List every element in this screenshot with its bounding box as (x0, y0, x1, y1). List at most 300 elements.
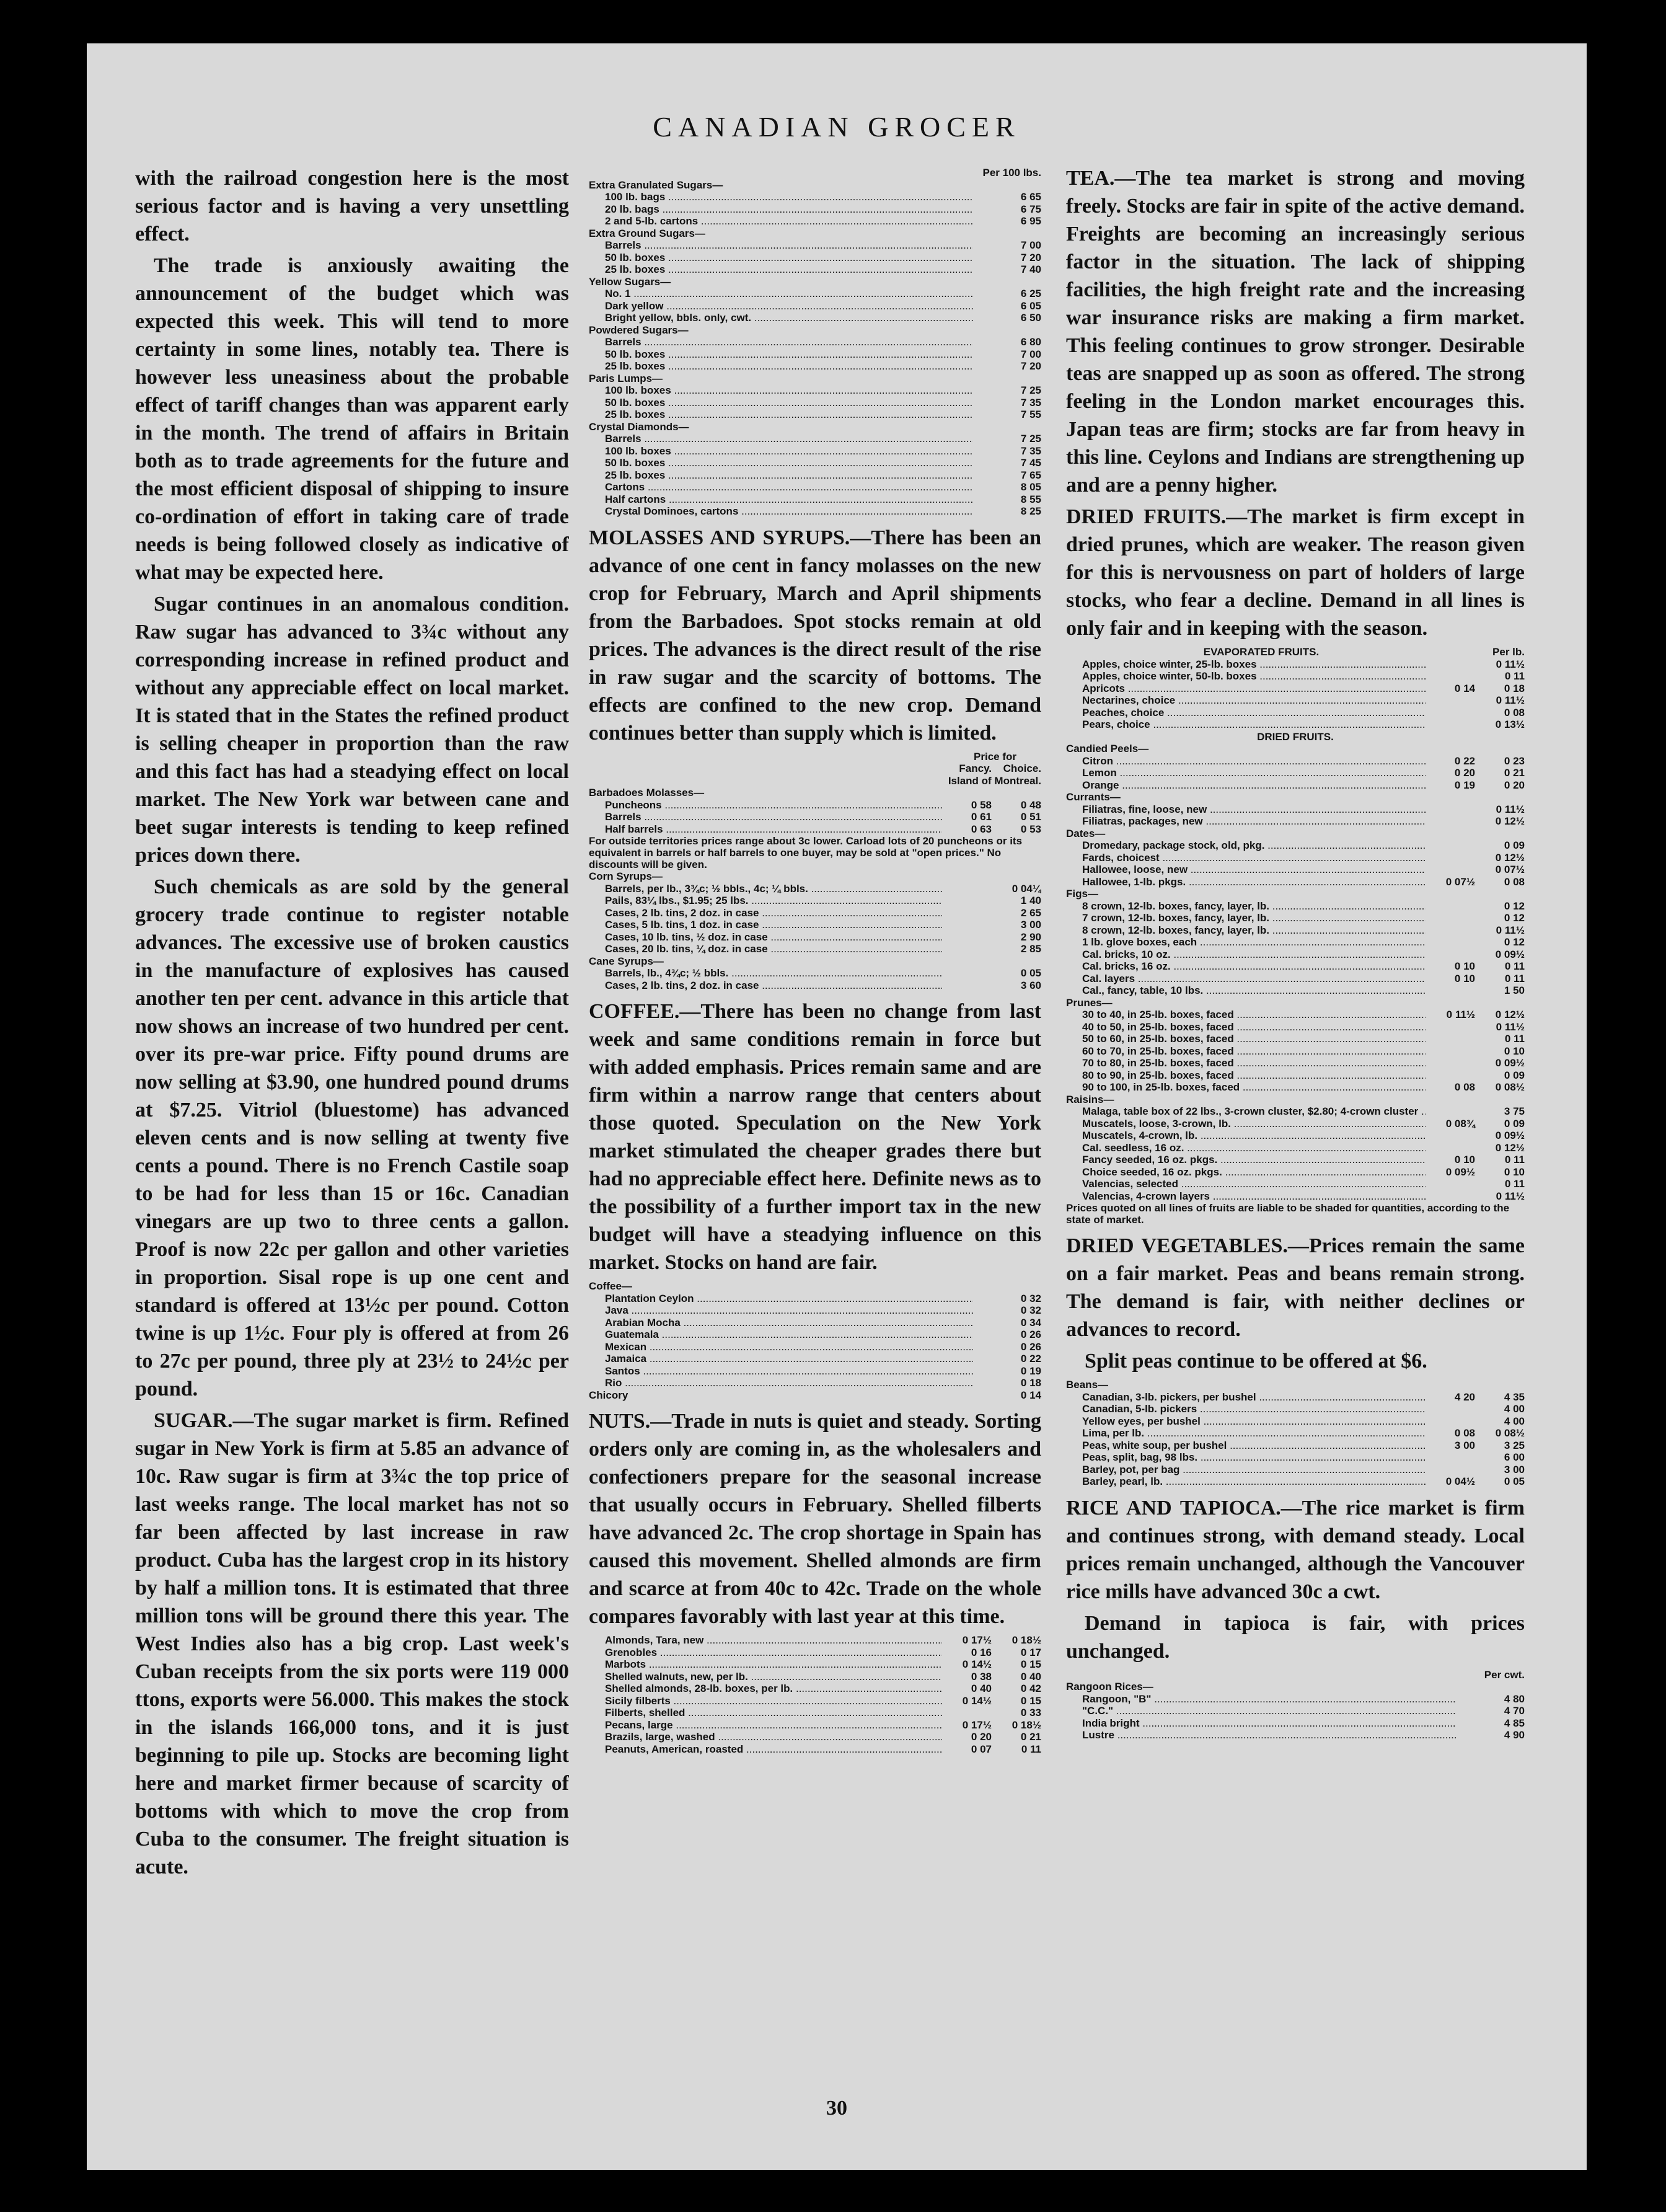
page-number: 30 (826, 2097, 847, 2120)
row-value-high (1475, 888, 1525, 900)
table-note: Prices quoted on all lines of fruits are liable to be shaded for quantities, according to the state of market. (1066, 1202, 1510, 1226)
row-value-low: 4 20 (1454, 1391, 1475, 1403)
split-peas-paragraph: Split peas continue to be offered at $6. (1085, 1350, 1427, 1373)
table-header (589, 775, 1041, 787)
row-label: Apricots ..... (1066, 683, 1426, 695)
row-label: 60 to 70, in 25-lb. boxes, faced ..... (1066, 1045, 1426, 1058)
row-label: Valencias, 4-crown layers ..... (1066, 1190, 1426, 1203)
table-row (589, 384, 1041, 397)
row-value-high (1475, 791, 1525, 803)
row-label: Beans— (1066, 1379, 1109, 1391)
row-label: Crystal Diamonds— (589, 420, 689, 433)
table-row (1066, 960, 1525, 973)
table-row (589, 300, 1041, 312)
row-value: 0 18 (1020, 1377, 1041, 1389)
molasses-paragraph: MOLASSES AND SYRUPS.—There has been an advance of one cent in fancy molasses on the new crop for February, March and April shipments from the Barbadoes. Spot stocks remain at old prices. The advances is the direct result of the rise in raw sugar and the scarcity of bottoms. The effects are confined to the new crop. Demand continues better than supply which is limited. (589, 526, 1041, 745)
row-value-high: 0 11 (1021, 1743, 1041, 1755)
row-value: 7 25 (1020, 433, 1041, 445)
table-header (589, 167, 1041, 179)
row-value-low: 0 11½ (1446, 1009, 1475, 1020)
sugar-price-table (589, 167, 1041, 518)
row-value-low (1426, 1178, 1475, 1190)
row-value-low (942, 955, 992, 968)
subtitle-text: DRIED FRUITS. (1257, 730, 1334, 743)
table-row (1066, 912, 1525, 924)
row-label: Prunes— (1066, 996, 1113, 1009)
row-value-high: 3 00 (1504, 1463, 1525, 1475)
row-value: 0 32 (1020, 1292, 1041, 1304)
row-value-high: 0 08½ (1495, 1427, 1525, 1439)
row-value-high: 0 10 (1504, 1166, 1525, 1178)
row-label: 25 lb. boxes ..... (589, 263, 973, 276)
row-value-high: 3 00 (1020, 919, 1041, 931)
row-value-low: 0 07 (971, 1743, 992, 1755)
row-value-low: 0 40 (971, 1683, 992, 1694)
row-label: Filiatras, fine, loose, new ..... (1066, 803, 1426, 816)
table-row (589, 1389, 1041, 1402)
table-row (589, 1743, 1041, 1756)
row-value-low (1426, 1379, 1475, 1391)
rice-paragraph: RICE AND TAPIOCA.—The rice market is firm and continues strong, with demand steady. Local prices remain unchanged, although the Vancouver rice mills have advanced 30c a cwt. (1066, 1496, 1525, 1603)
row-label: 25 lb. boxes ..... (589, 360, 973, 373)
table-row (589, 263, 1041, 276)
table-row (589, 1280, 1041, 1293)
row-value-high: 0 51 (1020, 811, 1041, 823)
row-label: Guatemala ..... (589, 1329, 973, 1341)
row-value-high: 0 18½ (1011, 1634, 1041, 1646)
row-value-high: 0 08 (1504, 875, 1525, 888)
row-label: Lima, per lb. ..... (1066, 1427, 1426, 1440)
table-row (1066, 1693, 1525, 1705)
header-fancy: Fancy. (959, 763, 992, 774)
table-row (589, 787, 1041, 799)
evaporated-fruits-title: EVAPORATED FRUITS. (1203, 646, 1320, 658)
row-label: Rangoon Rices— (1066, 1681, 1153, 1692)
row-label: Rangoon, "B" ..... (1066, 1693, 1457, 1705)
table-row (589, 943, 1041, 955)
row-value-high: 0 15 (1020, 1694, 1041, 1707)
row-label: Marbots ..... (589, 1658, 942, 1671)
row-value-high: 3 25 (1504, 1439, 1525, 1451)
table-row (589, 505, 1041, 518)
row-value-high: 1 50 (1504, 984, 1525, 996)
row-label: Raisins— (1066, 1093, 1114, 1105)
row-value-low (1426, 1045, 1475, 1058)
row-value-low (1426, 1069, 1475, 1082)
row-value: 7 25 (1020, 384, 1041, 396)
row-value-low (1426, 1021, 1475, 1033)
row-value: 6 50 (1020, 312, 1041, 324)
table-row (1066, 1427, 1525, 1440)
table-row (589, 457, 1041, 469)
row-value-low (1426, 864, 1475, 876)
row-value-high: 0 11½ (1496, 803, 1525, 815)
row-label: Cases, 2 lb. tins, 2 doz. in case ..... (589, 980, 942, 992)
row-label: India bright ..... (1066, 1717, 1457, 1730)
table-row (1066, 828, 1525, 840)
row-label: Candied Peels— (1066, 743, 1149, 754)
coffee-price-table (589, 1280, 1041, 1401)
row-value-high: 0 48 (1020, 799, 1041, 811)
table-row (1066, 876, 1525, 888)
row-value-high: 4 35 (1504, 1391, 1525, 1403)
row-value-low: 0 58 (971, 799, 992, 811)
table-row (589, 1353, 1041, 1365)
row-value-low (942, 895, 992, 907)
row-value-high: 0 21 (1020, 1731, 1041, 1743)
table-row (1066, 1464, 1525, 1476)
row-value: 8 25 (1020, 505, 1041, 517)
row-label: 90 to 100, in 25-lb. boxes, faced ..... (1066, 1081, 1426, 1094)
row-label: Pails, 83¼ lbs., $1.95; 25 lbs. ..... (589, 895, 942, 907)
row-label: Puncheons ..... (589, 799, 942, 812)
row-value-low: 0 17½ (962, 1719, 992, 1731)
row-label: 100 lb. boxes ..... (589, 445, 973, 458)
row-value: 0 26 (1020, 1340, 1041, 1353)
table-row (589, 1365, 1041, 1378)
table-row (1066, 1705, 1525, 1717)
article-paragraph: with the railroad congestion here is the most serious factor and is having a very unsettling effect. (135, 167, 569, 246)
row-value-high: 0 11 (1504, 1154, 1525, 1166)
table-row (1066, 694, 1525, 707)
row-value-high: 0 12½ (1495, 1141, 1525, 1154)
row-label: Cases, 2 lb. tins, 2 doz. in case ..... (589, 907, 942, 919)
table-row (1066, 1105, 1525, 1118)
table-row (589, 919, 1041, 931)
row-label: Filiatras, packages, new ..... (1066, 815, 1426, 828)
table-row (589, 1671, 1041, 1683)
table-row (1066, 719, 1525, 731)
table-row (589, 823, 1041, 836)
row-value-low: 0 14½ (962, 1658, 992, 1670)
row-label: Dromedary, package stock, old, pkg. ..... (1066, 839, 1426, 852)
row-value-low (942, 883, 992, 895)
row-label: Apples, choice winter, 50-lb. boxes ..... (1066, 670, 1426, 683)
row-label: Yellow Sugars— (589, 275, 671, 288)
row-value (973, 1280, 1041, 1293)
row-value (973, 324, 1041, 337)
row-value-high: 0 05 (1020, 967, 1041, 979)
row-value-high: 4 00 (1504, 1415, 1525, 1427)
row-value-low: 0 16 (971, 1646, 992, 1658)
row-value-low: 0 10 (1454, 972, 1475, 984)
table-row (589, 1658, 1041, 1671)
row-value-high: 0 08 (1504, 706, 1525, 719)
row-value-low: 0 08¾ (1445, 1117, 1475, 1130)
row-label: Santos ..... (589, 1365, 973, 1378)
row-value-high: 0 09 (1504, 839, 1525, 851)
row-value-high: 0 23 (1504, 754, 1525, 767)
row-label: Barley, pot, per bag ..... (1066, 1464, 1426, 1476)
table-row (1066, 1009, 1525, 1021)
table-row (589, 931, 1041, 944)
table-header (1066, 1669, 1525, 1681)
table-row (589, 1707, 1041, 1719)
row-value-low (942, 919, 992, 931)
table-row (589, 1634, 1041, 1647)
row-value-low (1426, 743, 1475, 755)
table-row (1066, 888, 1525, 900)
row-value-low: 0 14½ (962, 1694, 992, 1707)
table-row (589, 203, 1041, 216)
row-label: Canadian, 3-lb. pickers, per bushel ..... (1066, 1391, 1426, 1404)
table-row (1066, 1154, 1525, 1166)
table-row (1066, 1403, 1525, 1415)
table-row (589, 239, 1041, 252)
row-label: Cal. layers ..... (1066, 973, 1426, 985)
row-value-high: 0 18 (1504, 682, 1525, 694)
row-label: Cases, 20 lb. tins, ¼ doz. in case ..... (589, 943, 942, 955)
row-value-low (1426, 658, 1475, 671)
row-value-low: 0 07½ (1445, 875, 1475, 888)
row-label: Apples, choice winter, 25-lb. boxes ..... (1066, 658, 1426, 671)
row-label: Extra Granulated Sugars— (589, 179, 723, 191)
row-label: Fancy seeded, 16 oz. pkgs. ..... (1066, 1154, 1426, 1166)
row-label: Lustre ..... (1066, 1729, 1457, 1741)
row-value-high: 0 11 (1504, 972, 1525, 984)
row-value-low (1426, 719, 1475, 731)
table-row (1066, 997, 1525, 1009)
row-label: Yellow eyes, per bushel ..... (1066, 1415, 1426, 1428)
row-label: Peanuts, American, roasted ..... (589, 1743, 942, 1756)
header-island: Island of Montreal. (948, 774, 1041, 787)
row-value-high (1475, 1379, 1525, 1391)
table-row (589, 373, 1041, 385)
row-label: Cartons ..... (589, 481, 973, 493)
row-value: 0 14 (1020, 1389, 1041, 1401)
table-row (1066, 1069, 1525, 1082)
row-label: Barley, pearl, lb. ..... (1066, 1475, 1426, 1488)
row-label: 40 to 50, in 25-lb. boxes, faced ..... (1066, 1021, 1426, 1033)
table-row (1066, 1681, 1525, 1693)
row-label: Plantation Ceylon ..... (589, 1293, 973, 1305)
row-value-low (1426, 1105, 1475, 1118)
row-value-high: 0 11 (1504, 1178, 1525, 1190)
table-row (589, 191, 1041, 203)
row-label: Shelled walnuts, new, per lb. ..... (589, 1671, 942, 1683)
row-value-high: 0 40 (1020, 1670, 1041, 1683)
row-value-low (1426, 1451, 1475, 1464)
tapioca-paragraph: Demand in tapioca is fair, with prices unchanged. (1066, 1611, 1525, 1663)
table-row (589, 1377, 1041, 1389)
row-value-low: 0 17½ (962, 1634, 992, 1646)
fruit-price-table (1066, 646, 1525, 1226)
row-value-high: 0 33 (1020, 1707, 1041, 1719)
unit-label: Per 100 lbs. (982, 167, 1041, 179)
row-label: "C.C." ..... (1066, 1705, 1457, 1717)
row-value: 0 19 (1020, 1365, 1041, 1377)
nuts-paragraph: NUTS.—Trade in nuts is quiet and steady. Sorting orders only are coming in, as the wholesalers and confectioners prepare for the seasonal increase that usually occurs in February. Shelled filberts have advanced 2c. The crop shortage in Spain has caused this movement. Shelled almonds are firm and scarce at from 40c to 42c. Trade on the whole compares favorably with last year at this time. (589, 1410, 1041, 1628)
row-label: 50 lb. boxes ..... (589, 252, 973, 264)
row-value-high: 0 07½ (1495, 864, 1525, 875)
row-value-low (1426, 694, 1475, 707)
row-value-low (1426, 1415, 1475, 1428)
row-value-high: 0 12½ (1495, 815, 1525, 827)
row-value-high: 1 40 (1020, 895, 1041, 906)
row-value: 4 80 (1504, 1692, 1525, 1705)
row-value-low: 0 04½ (1445, 1475, 1475, 1487)
row-value: 7 20 (1020, 360, 1041, 372)
row-value-high: 6 00 (1504, 1451, 1525, 1463)
row-value-high: 0 11½ (1496, 1190, 1525, 1202)
row-value: 0 22 (1020, 1353, 1041, 1365)
table-row (1066, 1045, 1525, 1058)
row-label: Filberts, shelled ..... (589, 1707, 942, 1719)
row-label: Cal. bricks, 16 oz. ..... (1066, 960, 1426, 973)
row-label: Muscatels, 4-crown, lb. ..... (1066, 1130, 1426, 1142)
row-value-high: 0 15 (1020, 1658, 1041, 1670)
row-label: Dark yellow ..... (589, 300, 973, 312)
row-value-low (1426, 1094, 1475, 1106)
row-value: 7 65 (1020, 469, 1041, 481)
row-label: Choice seeded, 16 oz. pkgs. ..... (1066, 1166, 1426, 1179)
row-label: 2 and 5-lb. cartons ..... (589, 215, 973, 228)
row-label: Currants— (1066, 791, 1121, 803)
table-row (1066, 1415, 1525, 1428)
table-row (1066, 973, 1525, 985)
row-value-high: 0 12½ (1495, 851, 1525, 864)
row-value-low: 0 20 (1454, 767, 1475, 779)
row-value-high: 0 10 (1504, 1045, 1525, 1057)
row-value-high: 0 21 (1504, 767, 1525, 779)
table-row (1066, 1440, 1525, 1452)
row-label: 50 to 60, in 25-lb. boxes, faced ..... (1066, 1033, 1426, 1045)
table-row (1066, 791, 1525, 803)
table-row (1066, 864, 1525, 876)
table-row (1066, 1190, 1525, 1203)
row-value-high: 2 65 (1020, 906, 1041, 919)
table-header (589, 751, 1041, 763)
table-row (1066, 852, 1525, 864)
table-row (589, 1731, 1041, 1743)
row-value-low (1426, 936, 1475, 949)
row-label: Cases, 10 lb. tins, ½ doz. in case ..... (589, 931, 942, 944)
row-value-low (1426, 900, 1475, 913)
row-value-high: 0 11 (1504, 1033, 1525, 1045)
coffee-paragraph: COFFEE.—There has been no change from last week and same conditions remain in force but with added emphasis. Prices remain same and are firm within a narrow range that centers about those quoted. Speculation on the New York market stimulated the cheaper grades there but had no appreciable effect here. Definite news as to the possibility of a further import tax in the new budget will have a steadying influence on this market. Stocks on hand are fair. (589, 1000, 1041, 1274)
column-left (135, 164, 569, 1885)
header-choice: Choice. (1003, 763, 1041, 774)
table-subtitle (1066, 731, 1525, 743)
table-row (1066, 949, 1525, 961)
row-value: 6 95 (1020, 215, 1041, 227)
row-value-low (1426, 1033, 1475, 1045)
row-value-low (1426, 1464, 1475, 1476)
row-label: Peas, split, bag, 98 lbs. ..... (1066, 1451, 1426, 1464)
row-label: Coffee— (589, 1280, 632, 1292)
table-row (589, 811, 1041, 823)
row-value-high: 0 09½ (1495, 1057, 1525, 1069)
row-value-low: 0 61 (971, 811, 992, 823)
row-value-high: 0 11½ (1496, 924, 1525, 936)
table-row (589, 1647, 1041, 1659)
row-value: 6 25 (1020, 288, 1041, 299)
row-label: Cal. bricks, 10 oz. ..... (1066, 949, 1426, 961)
table-row (589, 324, 1041, 337)
row-label: Nectarines, choice ..... (1066, 694, 1426, 707)
row-value: 8 05 (1020, 481, 1041, 493)
row-value-high: 0 11 (1504, 670, 1525, 682)
row-value-high: 3 60 (1020, 979, 1041, 991)
row-value-low (1426, 1142, 1475, 1154)
table-row (1066, 984, 1525, 997)
row-label: 50 lb. boxes ..... (589, 457, 973, 469)
table-row (589, 1341, 1041, 1353)
row-value: 7 55 (1020, 409, 1041, 420)
row-label: Barrels ..... (589, 811, 942, 823)
table-row (1066, 743, 1525, 755)
row-value-high: 0 11 (1504, 960, 1525, 972)
row-value: 6 65 (1020, 191, 1041, 203)
row-value: 6 80 (1020, 336, 1041, 348)
row-value-high: 0 04¼ (1011, 882, 1041, 895)
row-label: Peaches, choice ..... (1066, 707, 1426, 719)
row-label: Orange ..... (1066, 779, 1426, 792)
row-value (973, 179, 1041, 192)
row-label: 50 lb. boxes ..... (589, 397, 973, 409)
table-row (589, 481, 1041, 493)
row-value-low (1426, 828, 1475, 840)
table-row (589, 433, 1041, 445)
row-value-low (1426, 912, 1475, 924)
table-row (589, 397, 1041, 409)
row-label: Extra Ground Sugars— (589, 227, 705, 239)
row-label: 100 lb. boxes ..... (589, 384, 973, 397)
row-value (973, 373, 1041, 385)
row-value-low (1426, 707, 1475, 719)
row-value-high: 3 75 (1504, 1105, 1525, 1117)
row-label: Powdered Sugars— (589, 324, 689, 336)
row-label: Valencias, selected ..... (1066, 1178, 1426, 1190)
table-row (1066, 1178, 1525, 1190)
table-row (589, 1683, 1041, 1695)
table-header (1066, 646, 1525, 658)
row-label: 25 lb. boxes ..... (589, 469, 973, 482)
row-value-low (1426, 839, 1475, 852)
row-value: 7 35 (1020, 445, 1041, 457)
row-value-low: 0 20 (971, 1731, 992, 1743)
row-value-high: 0 09 (1504, 1117, 1525, 1130)
row-label: Half barrels ..... (589, 823, 942, 836)
row-value-high: 0 09 (1504, 1069, 1525, 1081)
row-label: Peas, white soup, per bushel ..... (1066, 1440, 1426, 1452)
row-label: Shelled almonds, 28-lb. boxes, per lb. ..... (589, 1683, 942, 1695)
table-row (1066, 755, 1525, 768)
table-row (589, 215, 1041, 228)
row-value-low: 0 09½ (1445, 1166, 1475, 1178)
header-price-for: Price for (974, 750, 1016, 763)
row-value-high (1475, 997, 1525, 1009)
row-value: 0 32 (1020, 1304, 1041, 1316)
table-row (589, 1695, 1041, 1707)
row-value-high: 0 20 (1504, 779, 1525, 791)
table-row (589, 493, 1041, 506)
row-value-high: 0 12½ (1495, 1009, 1525, 1020)
table-row (1066, 670, 1525, 683)
table-row (1066, 1118, 1525, 1130)
row-value-low (1426, 803, 1475, 816)
row-value-low (942, 787, 992, 799)
row-label: 8 crown, 12-lb. boxes, fancy, layer, lb. ..... (1066, 900, 1426, 913)
table-row (589, 228, 1041, 240)
row-value-high: 0 12 (1504, 912, 1525, 924)
table-row (589, 336, 1041, 348)
row-label: Barrels ..... (589, 433, 973, 445)
row-value-high: 0 12 (1504, 900, 1525, 912)
table-row (1066, 1033, 1525, 1045)
row-value: 7 00 (1020, 239, 1041, 251)
row-value-low (1426, 1190, 1475, 1203)
